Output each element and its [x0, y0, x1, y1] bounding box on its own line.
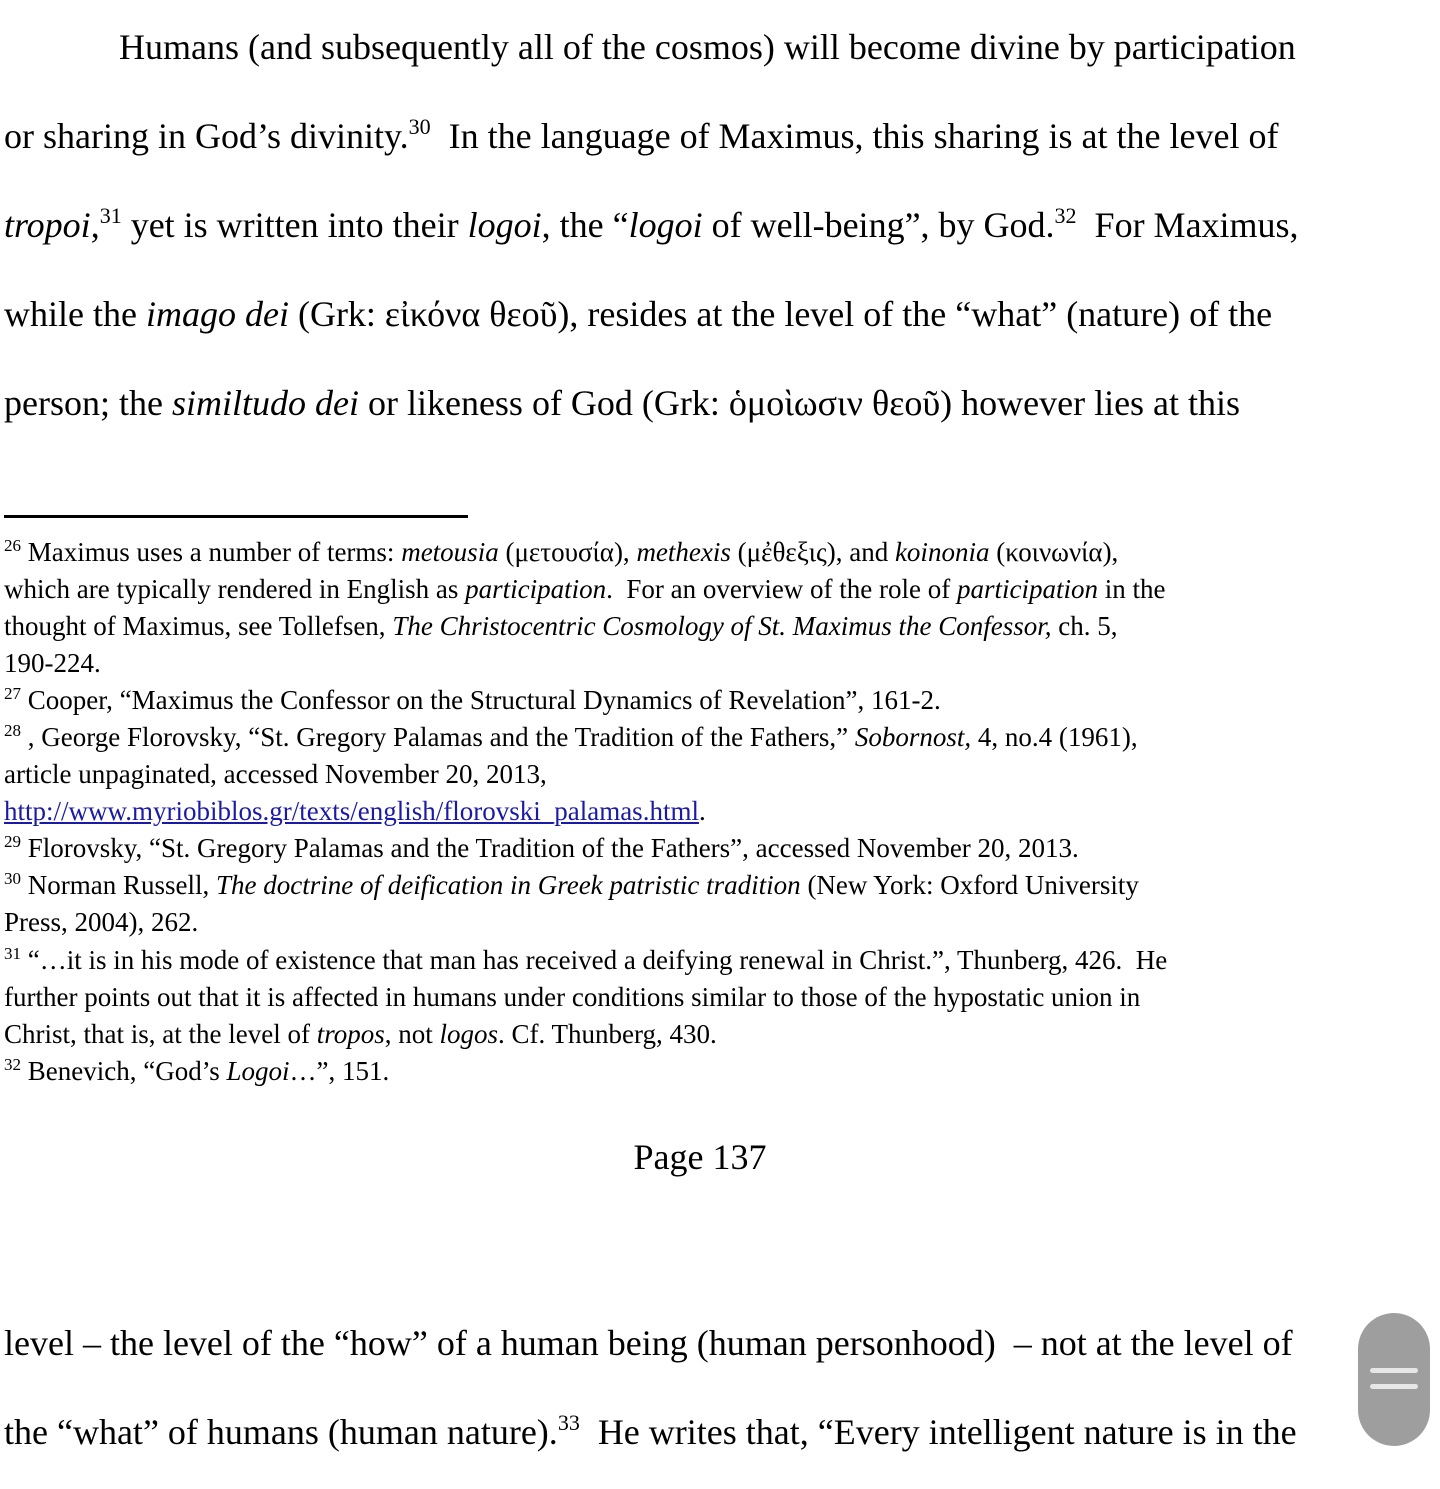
text-run: which are typically rendered in English as [4, 574, 466, 604]
text-run: …”, 151. [289, 1056, 390, 1086]
grip-line-icon [1370, 1384, 1418, 1389]
footnote-ref-30[interactable]: 30 [408, 114, 431, 139]
text-run: (Grk: εἰκόνα θεοῦ), resides at the level of the “what” (nature) of the [288, 294, 1273, 334]
text-run: . [698, 796, 706, 826]
text-run-italic: Logoi [226, 1056, 290, 1086]
text-run: , George Florovsky, “St. Gregory Palamas and the Tradition of the Fathers,” [21, 722, 855, 752]
text-run: level – the level of the “how” of a human being (human personhood) – not at the level of [4, 1323, 1293, 1363]
body-line-3 [4, 204, 1424, 246]
footnote-26-line-4 [4, 648, 1434, 679]
text-run-italic: Sobornost, [854, 722, 972, 752]
text-run-italic: The Christocentric Cosmology of St. Maximus the Confessor, [392, 611, 1052, 641]
text-run: 4, no.4 (1961), [971, 722, 1138, 752]
text-run: Norman Russell, [21, 870, 216, 900]
scroll-thumb[interactable] [1358, 1313, 1430, 1446]
text-run-italic: logos [439, 1019, 498, 1049]
footnote-separator [4, 515, 468, 518]
body-line-4 [4, 293, 1424, 335]
text-run: (μετουσία), [498, 537, 637, 567]
text-run: (μἐθεξις), and [730, 537, 895, 567]
footnote-number: 28 [4, 721, 21, 740]
text-run-italic: methexis [636, 537, 731, 567]
footnote-29 [4, 833, 1434, 864]
footnote-number: 26 [4, 536, 21, 555]
body-line-1 [119, 26, 1440, 68]
next-page-line-2 [4, 1411, 1424, 1453]
footnote-26-line-3 [4, 611, 1434, 642]
text-run: yet is written into their [121, 205, 468, 245]
text-run: (New York: Oxford University [800, 870, 1139, 900]
body-line-5 [4, 382, 1424, 424]
text-run: . Cf. Thunberg, 430. [498, 1019, 717, 1049]
next-page-line-1 [4, 1322, 1424, 1364]
footnote-31-line-3 [4, 1019, 1434, 1050]
footnote-28-line-3 [4, 796, 1434, 827]
footnote-28-line-2 [4, 759, 1434, 790]
text-run: thought of Maximus, see Tollefsen, [4, 611, 393, 641]
text-run: in the [1098, 574, 1166, 604]
text-run: ch. 5, [1051, 611, 1118, 641]
footnote-31-line-1 [4, 945, 1434, 976]
florovsky-palamas-link[interactable]: http://www.myriobiblos.gr/texts/english/florovski_palamas.html [4, 796, 699, 826]
text-run-italic: tropos [316, 1019, 385, 1049]
text-run-italic: The doctrine of deification in Greek patristic tradition [216, 870, 801, 900]
text-run-italic: participation [465, 574, 607, 604]
text-run: (κοινωνία), [989, 537, 1119, 567]
text-run: the “what” of humans (human nature). [4, 1412, 558, 1452]
footnote-ref-31[interactable]: 31 [99, 203, 122, 228]
footnote-30-line-1 [4, 870, 1434, 901]
text-run: “…it is in his mode of existence that man has received a deifying renewal in Christ.”, Thunberg, 426. He [21, 945, 1168, 975]
text-run: of well-being”, by God. [702, 205, 1055, 245]
text-run-italic: logoi [467, 205, 542, 245]
text-run: Benevich, “God’s [21, 1056, 227, 1086]
text-run: further points out that it is affected in humans under conditions similar to those of the hypostatic union in [4, 982, 1141, 1012]
text-run-italic: logoi [628, 205, 703, 245]
text-run: , not [384, 1019, 440, 1049]
page-number: Page 137 [633, 1137, 767, 1177]
footnote-27 [4, 685, 1434, 716]
text-run: He writes that, “Every intelligent nature is in the [579, 1412, 1297, 1452]
footnote-number: 30 [4, 869, 21, 888]
footnote-ref-32[interactable]: 32 [1054, 203, 1077, 228]
footnote-26-line-2 [4, 574, 1434, 605]
footnote-number: 31 [4, 944, 21, 963]
text-run: article unpaginated, accessed November 20, 2013, [4, 759, 547, 789]
text-run: , [90, 205, 100, 245]
text-run: Maximus uses a number of terms: [21, 537, 402, 567]
footnote-number: 29 [4, 832, 21, 851]
text-run: person; the [4, 383, 172, 423]
text-run: or sharing in God’s divinity. [4, 116, 409, 156]
text-run: 190-224. [4, 648, 101, 678]
text-run: Press, 2004), 262. [4, 907, 199, 937]
text-run: In the language of Maximus, this sharing is at the level of [430, 116, 1279, 156]
text-run-italic: similtudo dei [171, 383, 359, 423]
text-run: Humans (and subsequently all of the cosmos) will become divine by participation [119, 27, 1296, 67]
text-run: Christ, that is, at the level of [4, 1019, 317, 1049]
text-run: , the “ [541, 205, 629, 245]
footnote-ref-33[interactable]: 33 [557, 1410, 580, 1435]
footnote-30-line-2 [4, 907, 1434, 938]
footnote-number: 27 [4, 684, 21, 703]
text-run-italic: metousia [401, 537, 499, 567]
text-run-italic: imago dei [145, 294, 289, 334]
text-run: Cooper, “Maximus the Confessor on the Structural Dynamics of Revelation”, 161-2. [21, 685, 941, 715]
footnote-26-line-1 [4, 537, 1434, 568]
text-run: . For an overview of the role of [606, 574, 958, 604]
text-run-italic: koinonia [894, 537, 990, 567]
footnote-31-line-2 [4, 982, 1434, 1013]
body-line-2 [4, 115, 1424, 157]
text-run-italic: participation [957, 574, 1099, 604]
text-run: while the [4, 294, 146, 334]
text-run: Florovsky, “St. Gregory Palamas and the Tradition of the Fathers”, accessed November 20, 2013. [21, 833, 1079, 863]
grip-line-icon [1370, 1368, 1418, 1373]
text-run: or likeness of God (Grk: ὁμοὶωσιν θεοῦ) however lies at this [358, 383, 1241, 423]
footnote-28-line-1 [4, 722, 1434, 753]
text-run: For Maximus, [1076, 205, 1299, 245]
footnote-number: 32 [4, 1055, 21, 1074]
text-run-italic: tropoi [4, 205, 91, 245]
footnote-32 [4, 1056, 1434, 1087]
